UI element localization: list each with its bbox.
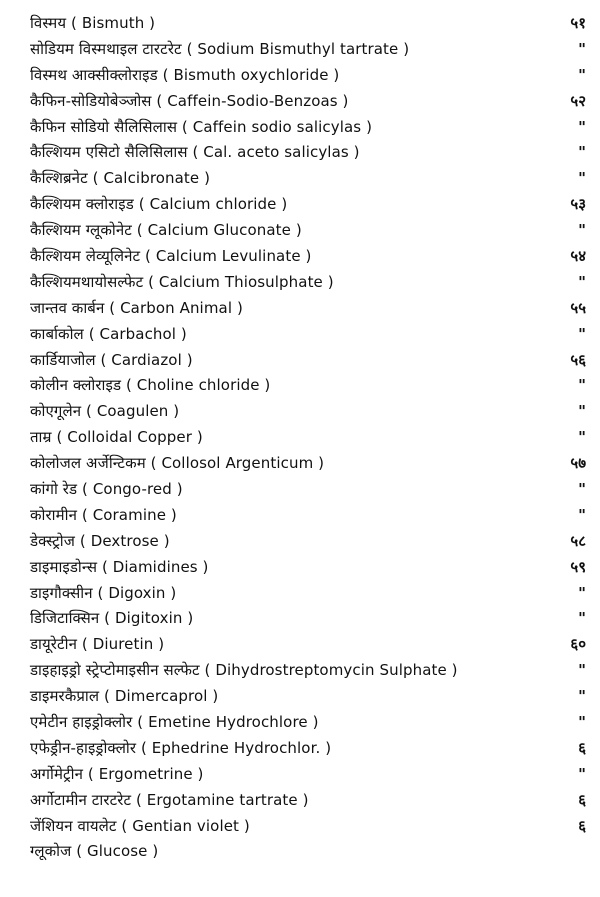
- entry-page-number: ६: [578, 790, 586, 809]
- entry-term: अर्गोमेट्रीन ( Ergometrine ): [30, 764, 204, 783]
- entry-page-number: ": [578, 402, 586, 421]
- index-entry: [30, 372, 586, 398]
- index-entry: [30, 36, 586, 62]
- entry-page-number: ": [578, 687, 586, 706]
- index-entry: [30, 398, 586, 424]
- index-entry: [30, 761, 586, 787]
- index-entry: [30, 528, 586, 554]
- entry-term: कैफिन-सोडियोबेञ्जोस ( Caffein-Sodio-Benzoas ): [30, 91, 349, 110]
- entry-page-number: ": [578, 764, 586, 783]
- entry-page-number: ": [578, 169, 586, 188]
- index-entry: [30, 605, 586, 631]
- index-entry: [30, 450, 586, 476]
- entry-term: जेंशियन वायलेट ( Gentian violet ): [30, 816, 250, 835]
- entry-term: एफेड्रीन-हाइड्रोक्लोर ( Ephedrine Hydrochlor. ): [30, 738, 332, 757]
- entry-term: जान्तव कार्बन ( Carbon Animal ): [30, 298, 243, 317]
- entry-page-number: ": [578, 376, 586, 395]
- entry-term: कैल्शियम लेव्यूलिनेट ( Calcium Levulinate ): [30, 246, 312, 265]
- entry-page-number: ": [578, 39, 586, 58]
- entry-page-number: ": [578, 479, 586, 498]
- index-entry: [30, 62, 586, 88]
- index-entry: [30, 813, 586, 839]
- entry-term: डाइगौक्सीन ( Digoxin ): [30, 583, 177, 602]
- index-entry: [30, 269, 586, 295]
- entry-term: डाइमाइडोन्स ( Diamidines ): [30, 557, 209, 576]
- index-entry: [30, 580, 586, 606]
- entry-term: कैफिन सोडियो सैलिसिलास ( Caffein sodio salicylas ): [30, 117, 373, 136]
- index-entry: [30, 839, 586, 865]
- entry-term: डाइहाइड्रो स्ट्रेप्टोमाइसीन सल्फेट ( Dihydrostreptomycin Sulphate ): [30, 661, 458, 680]
- entry-term: कोएगूलेन ( Coagulen ): [30, 402, 180, 421]
- index-entry: [30, 139, 586, 165]
- index-entry: [30, 424, 586, 450]
- entry-page-number: ": [578, 661, 586, 680]
- index-entry: [30, 476, 586, 502]
- entry-page-number: ६०: [570, 635, 586, 654]
- index-entry: [30, 502, 586, 528]
- index-list: [30, 10, 586, 864]
- entry-page-number: ५१: [570, 13, 586, 32]
- entry-page-number: ": [578, 272, 586, 291]
- entry-term: कोलोजल अर्जेन्टिकम ( Collosol Argenticum ): [30, 454, 325, 473]
- entry-term: विस्मथ आक्सीक्लोराइड ( Bismuth oxychloride ): [30, 65, 340, 84]
- index-entry: [30, 114, 586, 140]
- entry-term: डिजिटाक्सिन ( Digitoxin ): [30, 609, 194, 628]
- entry-page-number: ५८: [570, 531, 586, 550]
- entry-term: कैल्शियम ग्लूकोनेट ( Calcium Gluconate ): [30, 221, 302, 240]
- index-entry: [30, 321, 586, 347]
- entry-term: एमेटीन हाइड्रोक्लोर ( Emetine Hydrochlore ): [30, 712, 319, 731]
- index-entry: [30, 217, 586, 243]
- index-entry: [30, 554, 586, 580]
- entry-term: कैल्शियम एसिटो सैलिसिलास ( Cal. aceto salicylas ): [30, 143, 360, 162]
- index-entry: [30, 165, 586, 191]
- entry-page-number: ५६: [570, 350, 586, 369]
- entry-page-number: ": [578, 117, 586, 136]
- index-entry: [30, 709, 586, 735]
- index-entry: [30, 191, 586, 217]
- entry-page-number: ": [578, 609, 586, 628]
- entry-term: कैल्शिब्रनेट ( Calcibronate ): [30, 169, 211, 188]
- index-entry: [30, 787, 586, 813]
- entry-page-number: ": [578, 143, 586, 162]
- entry-term: कार्बाकोल ( Carbachol ): [30, 324, 187, 343]
- entry-term: कांगो रेड ( Congo-red ): [30, 479, 183, 498]
- entry-term: डायूरेटीन ( Diuretin ): [30, 635, 165, 654]
- index-entry: [30, 657, 586, 683]
- entry-page-number: ५५: [570, 298, 586, 317]
- entry-page-number: ": [578, 712, 586, 731]
- entry-page-number: ": [578, 221, 586, 240]
- entry-page-number: ": [578, 324, 586, 343]
- index-entry: [30, 735, 586, 761]
- entry-page-number: ": [578, 505, 586, 524]
- entry-page-number: ": [578, 65, 586, 84]
- index-entry: [30, 243, 586, 269]
- entry-page-number: ५४: [570, 246, 586, 265]
- entry-term: कैल्शियम क्लोराइड ( Calcium chloride ): [30, 195, 288, 214]
- index-entry: [30, 10, 586, 36]
- index-entry: [30, 347, 586, 373]
- entry-term: कैल्शियमथायोसल्फेट ( Calcium Thiosulphate ): [30, 272, 334, 291]
- index-entry: [30, 88, 586, 114]
- entry-term: विस्मय ( Bismuth ): [30, 13, 156, 32]
- entry-term: कार्डियाजोल ( Cardiazol ): [30, 350, 193, 369]
- entry-term: डेक्स्ट्रोज ( Dextrose ): [30, 531, 170, 550]
- entry-term: ताम्र ( Colloidal Copper ): [30, 428, 203, 447]
- entry-page-number: ५२: [570, 91, 586, 110]
- entry-page-number: ६: [578, 738, 586, 757]
- entry-term: डाइमरकैप्राल ( Dimercaprol ): [30, 687, 219, 706]
- index-entry: [30, 631, 586, 657]
- entry-page-number: ": [578, 428, 586, 447]
- index-entry: [30, 295, 586, 321]
- entry-term: कोरामीन ( Coramine ): [30, 505, 177, 524]
- entry-page-number: ": [578, 583, 586, 602]
- entry-term: सोडियम विस्मथाइल टारटरेट ( Sodium Bismuthyl tartrate ): [30, 39, 410, 58]
- entry-term: ग्लूकोज ( Glucose ): [30, 842, 159, 861]
- entry-term: कोलीन क्लोराइड ( Choline chloride ): [30, 376, 271, 395]
- entry-page-number: ५९: [570, 557, 586, 576]
- entry-term: अर्गोटामीन टारटरेट ( Ergotamine tartrate ): [30, 790, 309, 809]
- index-entry: [30, 683, 586, 709]
- entry-page-number: ६: [578, 816, 586, 835]
- entry-page-number: ५७: [570, 454, 586, 473]
- entry-page-number: ५३: [570, 195, 586, 214]
